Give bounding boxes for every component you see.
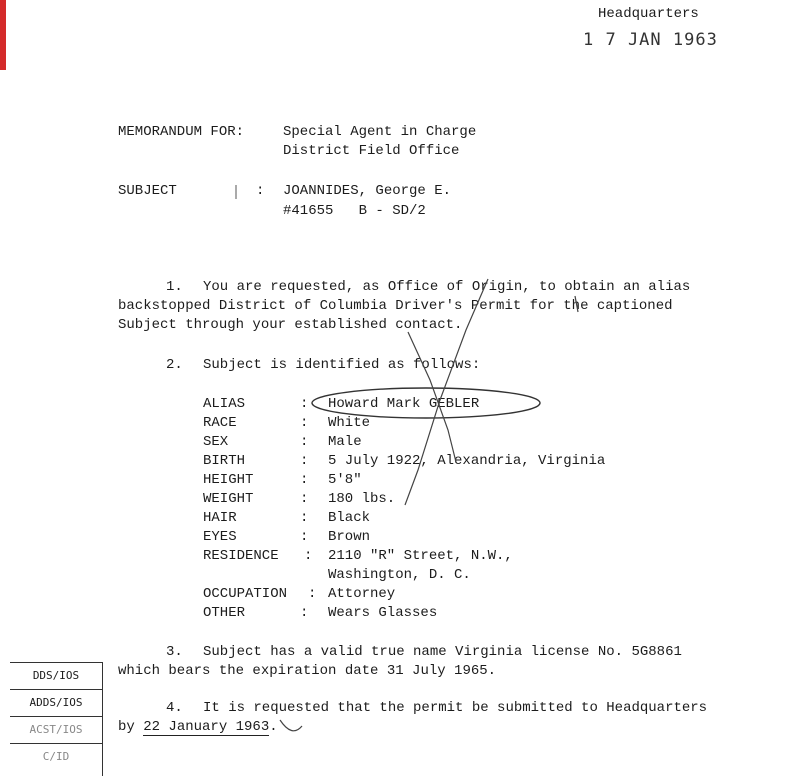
pen-mark-date	[280, 720, 302, 731]
routing-entry: DDS/IOS	[10, 663, 102, 690]
identity-label-height: HEIGHT	[203, 472, 254, 488]
identity-value-other: Wears Glasses	[328, 605, 438, 621]
identity-label-hair: HAIR	[203, 510, 237, 526]
identity-colon: :	[300, 605, 309, 621]
identity-colon: :	[304, 548, 313, 564]
identity-colon: :	[300, 415, 309, 431]
para4-line1: It is requested that the permit be submitted to Headquarters	[203, 700, 708, 716]
memo-for-line2: District Field Office	[283, 143, 460, 159]
identity-label-weight: WEIGHT	[203, 491, 254, 507]
routing-entry: ADDS/IOS	[10, 690, 102, 717]
date-stamp: 1 7 JAN 1963	[583, 30, 718, 50]
identity-label-other: OTHER	[203, 605, 246, 621]
para4-line2	[118, 719, 278, 735]
para2-number: 2.	[166, 357, 183, 373]
memo-for-label: MEMORANDUM FOR:	[118, 124, 245, 140]
identity-value-hair: Black	[328, 510, 371, 526]
routing-entry: ACST/IOS	[10, 717, 102, 744]
deadline-date: 22 January 1963	[143, 719, 270, 735]
identity-colon: :	[300, 510, 309, 526]
identity-value-occupation: Attorney	[328, 586, 396, 602]
para1-line1: You are requested, as Office of Origin, to obtain an alias	[203, 279, 691, 295]
identity-value-residence: 2110 "R" Street, N.W.,	[328, 548, 513, 564]
para4-prefix: by	[118, 719, 144, 735]
identity-label-birth: BIRTH	[203, 453, 246, 469]
identity-value-residence-city: Washington, D. C.	[328, 567, 471, 583]
para3-line2: which bears the expiration date 31 July 1965.	[118, 663, 497, 679]
identity-value-alias: Howard Mark GEBLER	[328, 396, 480, 412]
para1-line2: backstopped District of Columbia Driver's Permit for the captioned	[118, 298, 673, 314]
para1-number: 1.	[166, 279, 183, 295]
identity-value-weight: 180 lbs.	[328, 491, 396, 507]
identity-value-race: White	[328, 415, 371, 431]
para4-number: 4.	[166, 700, 183, 716]
para4-suffix: .	[269, 719, 278, 735]
memo-for-line1: Special Agent in Charge	[283, 124, 477, 140]
para2-text: Subject is identified as follows:	[203, 357, 481, 373]
identity-label-occupation: OCCUPATION	[203, 586, 288, 602]
subject-label: SUBJECT	[118, 183, 177, 199]
identity-value-height: 5'8"	[328, 472, 362, 488]
identity-value-birth: 5 July 1922, Alexandria, Virginia	[328, 453, 606, 469]
identity-colon: :	[300, 529, 309, 545]
routing-box	[10, 662, 103, 776]
identity-value-eyes: Brown	[328, 529, 371, 545]
subject-colon: :	[256, 183, 265, 199]
identity-label-eyes: EYES	[203, 529, 237, 545]
identity-label-race: RACE	[203, 415, 237, 431]
identity-value-sex: Male	[328, 434, 362, 450]
identity-colon: :	[300, 453, 309, 469]
para3-number: 3.	[166, 644, 183, 660]
identity-colon: :	[300, 434, 309, 450]
identity-colon: :	[308, 586, 317, 602]
identity-colon: :	[300, 472, 309, 488]
identity-label-residence: RESIDENCE	[203, 548, 279, 564]
para3-line1: Subject has a valid true name Virginia license No. 5G8861	[203, 644, 682, 660]
red-edge-mark	[0, 0, 6, 70]
identity-colon: :	[300, 491, 309, 507]
identity-colon: :	[300, 396, 309, 412]
office-heading: Headquarters	[598, 6, 699, 22]
identity-label-alias: ALIAS	[203, 396, 246, 412]
routing-entry: C/ID	[42, 750, 70, 763]
subject-name: JOANNIDES, George E.	[283, 183, 452, 199]
subject-file-number: #41655 B - SD/2	[283, 203, 426, 219]
para1-line3: Subject through your established contact.	[118, 317, 463, 333]
identity-label-sex: SEX	[203, 434, 229, 450]
